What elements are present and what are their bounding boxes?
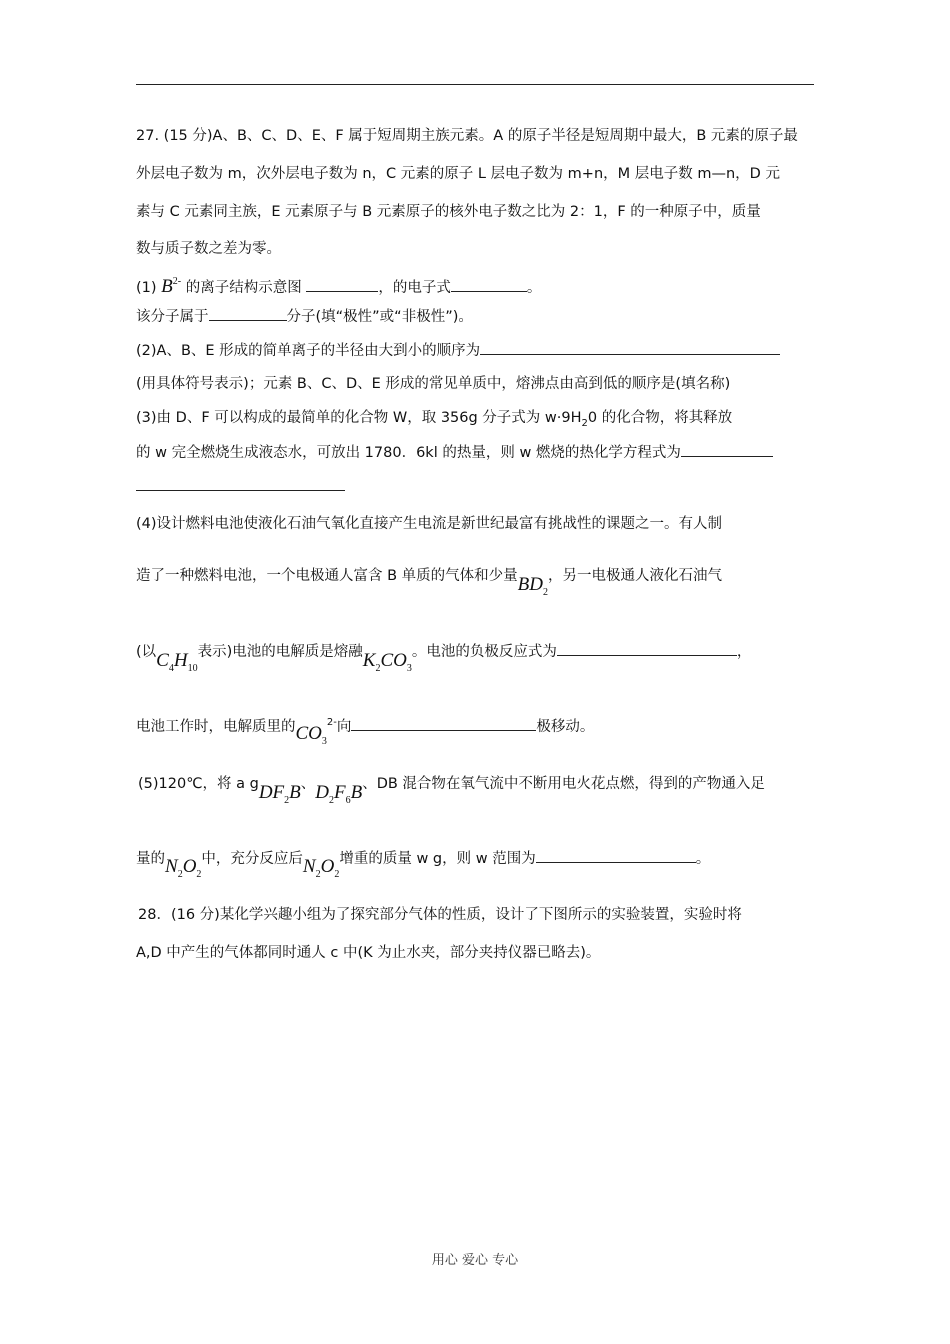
q27-part5-line-1: (5)120℃，将 a gDF$_2$B、$D_2F_6B$、DB 混合物在氧气流中不断用电火花点燃，得到的产物通入足 [138,776,765,806]
part1-prefix: (1) [136,280,162,296]
n2o2-formula: $N_2O_2$ [165,856,202,880]
co3-ion-formula: $CO_3$ [295,723,327,747]
q27-part1: (1) $B^{2-}$ 的离子结构示意图 ，的电子式 。 [136,276,542,297]
q27-part2b: (用具体符号表示)；元素 B、C、D、E 形成的常见单质中，熔沸点由高到低的顺序是(填名称) [136,376,731,392]
answer-blank[interactable] [451,277,527,292]
answer-blank[interactable] [136,476,345,491]
n2o2-formula: $N_2O_2$ [302,856,340,880]
d2f6b-formula: $D_2F_6B$ [315,782,363,806]
bd2-formula: $BD_2$ [517,574,548,598]
c4h10-formula: $C_4H_{10}$ [156,650,198,674]
q27-part3: (3)由 D、F 可以构成的最简单的化合物 W，取 356g 分子式为 $w\cdot 9H_20$ 的化合物，将其释放 [136,410,733,429]
page-footer: 用心 爱心 专心 [431,1253,519,1268]
q27-part4-line-1: (4)设计燃料电池使液化石油气氧化直接产生电流是新世纪最富有挑战性的课题之一。有人制 [136,516,723,532]
df2b-formula: $DF_2B$ [258,782,301,806]
q27-part3c [136,476,345,497]
answer-blank[interactable] [209,306,287,321]
q28-line-2: A,D 中产生的气体都同时通人 c 中(K 为止水夹，部分夹持仪器已略去)。 [136,945,601,961]
k2co3-formula: $K_2CO_3$ [362,650,412,674]
answer-blank[interactable] [557,641,737,656]
q27-intro-line-3: 素与 C 元素同主族，E 元素原子与 B 元素原子的核外电子数之比为 2：1，F 的一种原子中，质量 [136,204,761,220]
answer-blank[interactable] [536,848,696,863]
q27-intro-line-2: 外层电子数为 m，次外层电子数为 n，C 元素的原子 L 层电子数为 m+n，M 层电子数 m—n，D 元 [136,166,780,182]
answer-blank[interactable] [306,277,378,292]
q27-part4-line-2: 造了一种燃料电池，一个电极通人富含 B 单质的气体和少量$BD_2$，另一电极通人液化石油气 [136,568,722,598]
q27-part2: (2)A、B、E 形成的简单离子的半径由大到小的顺序为 [136,340,780,361]
answer-blank[interactable] [681,442,773,457]
q27-intro-line-1: 27. (15 分)A、B、C、D、E、F 属于短周期主族元素。A 的原子半径是短周期中最大，B 元素的原子最 [136,128,798,144]
answer-blank[interactable] [480,340,780,355]
q27-intro-line-4: 数与质子数之差为零。 [136,241,281,257]
q27-part1b: 该分子属于 分子(填“极性”或“非极性”)。 [136,306,473,327]
b-ion-formula: $B^{2-}$ [161,276,182,297]
q27-part5-line-2: 量的$N_2O_2$中，充分反应后$N_2O_2$增重的质量 w g，则 w 范围为 。 [136,848,710,876]
header-rule [136,84,814,85]
answer-blank[interactable] [351,716,536,731]
q28-line-1: 28．(16 分)某化学兴趣小组为了探究部分气体的性质，设计了下图所示的实验装置，实验时将 [138,907,742,923]
q27-part4-line-3: (以$C_4H_{10}$表示)电池的电解质是熔融$K_2CO_3$。电池的负极反应式为 ， [136,641,751,669]
q27-part4-line-4: 电池工作时，电解质里的$CO_3^{2-}$向 极移动。 [136,717,595,747]
q27-part3b: 的 w 完全燃烧生成液态水，可放出 1780．6kl 的热量，则 w 燃烧的热化学方程式为 [136,442,773,463]
